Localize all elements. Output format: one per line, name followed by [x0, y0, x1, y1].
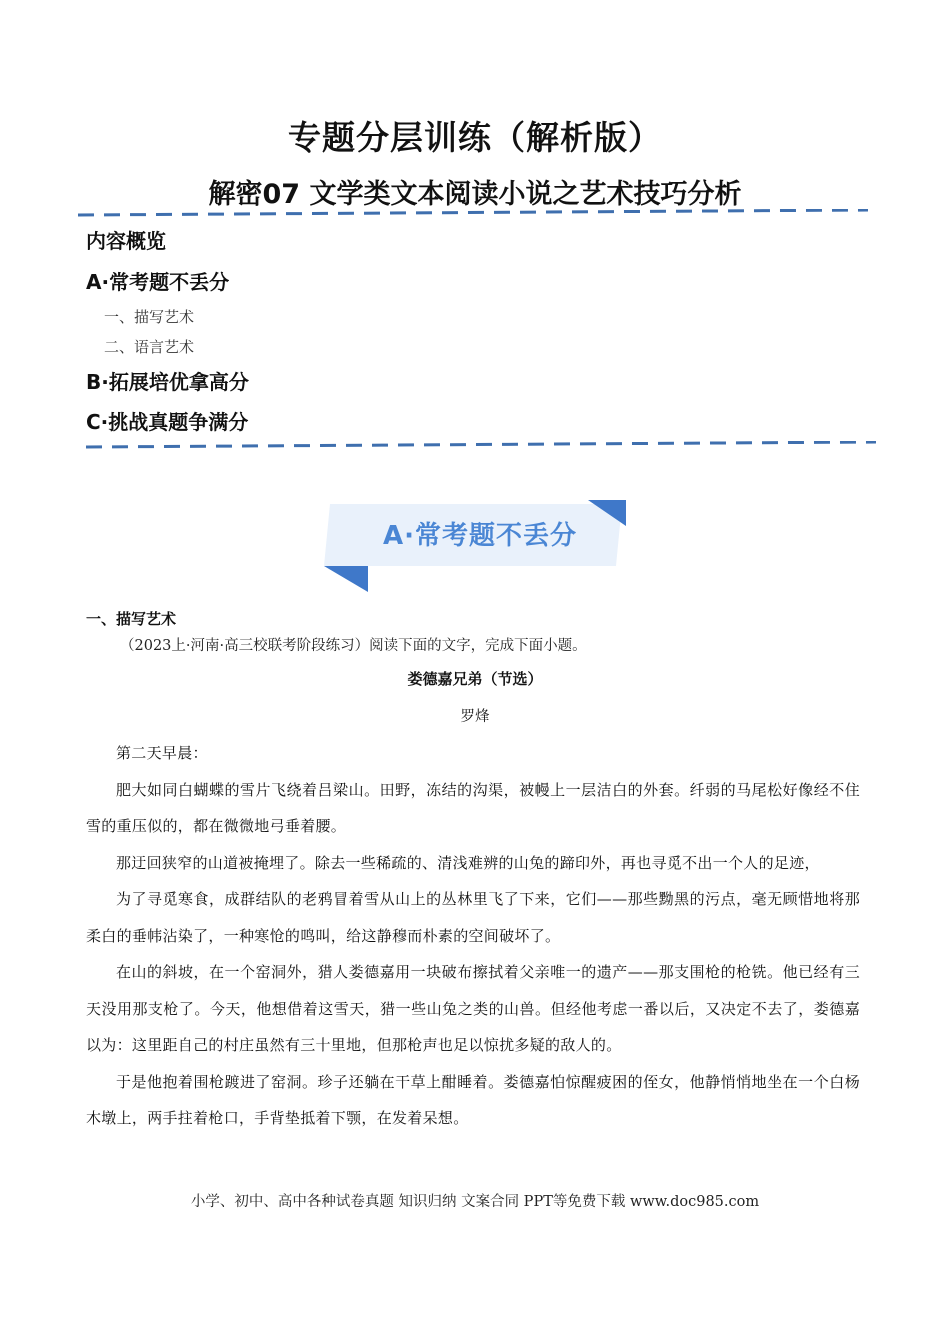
banner-label: A·常考题不丢分: [383, 521, 577, 551]
toc-section-a: A·常考题不丢分: [86, 270, 230, 294]
page-footer: 小学、初中、高中各种试卷真题 知识归纳 文案合同 PPT等免费下载 www.doc985.com: [190, 1194, 760, 1210]
paragraph: 那迂回狭窄的山道被掩埋了。除去一些稀疏的、清浅难辨的山兔的蹄印外，再也寻觅不出一个人的足迹，: [116, 853, 820, 872]
divider-top: [78, 209, 868, 217]
toc-sub-item: 一、描写艺术: [104, 308, 195, 326]
toc-section-c: C·挑战真题争满分: [86, 410, 249, 434]
toc-sub-item: 二、语言艺术: [104, 338, 195, 356]
toc-heading: 内容概览: [86, 229, 166, 253]
story-title: 娄德嘉兄弟（节选）: [407, 670, 543, 688]
toc: [86, 226, 786, 442]
page-subtitle: 解密07 文学类文本阅读小说之艺术技巧分析: [208, 179, 742, 210]
paragraph: 第二天早晨：: [116, 744, 208, 762]
paragraph: 在山的斜坡，在一个窑洞外，猎人娄德嘉用一块破布擦拭着父亲唯一的遗产——那支围枪的枪铣。他已经有三天没用那支枪了。今天，他想借着这雪天，猎一些山兔之类的山兽。但经他考虑一番以后，又决定不去了，娄德嘉以为：这里距自己的村庄虽然有三十里地，但那枪声也足以惊扰多疑的敌人的。: [86, 963, 860, 1054]
question-source: （2023上·河南·高三校联考阶段练习）阅读下面的文字，完成下面小题。: [120, 638, 587, 654]
section-title: 一、描写艺术: [86, 610, 177, 628]
paragraph: 肥大如同白蝴蝶的雪片飞绕着吕梁山。田野，冻结的沟渠，被幔上一层洁白的外套。纤弱的马尾松好像经不住雪的重压似的，都在微微地弓垂着腰。: [86, 780, 860, 835]
paragraph: 为了寻觅寒食，成群结队的老鸦冒着雪从山上的丛林里飞了下来，它们——那些黝黑的污点，毫无顾惜地将那柔白的垂帏沾染了，一种寒怆的鸣叫，给这静穆而朴素的空间破坏了。: [86, 890, 860, 945]
page-title: 专题分层训练（解析版）: [288, 118, 662, 157]
story-body: [86, 735, 860, 1137]
story-author: 罗烽: [460, 709, 490, 725]
toc-section-b: B·拓展培优拿高分: [86, 370, 249, 394]
divider-bottom: [86, 441, 876, 449]
paragraph: 于是他抱着围枪踱进了窑洞。珍子还躺在干草上酣睡着。娄德嘉怕惊醒疲困的侄女，他静悄悄地坐在一个白杨木墩上，两手拄着枪口，手背垫抵着下颚，在发着呆想。: [86, 1072, 860, 1127]
